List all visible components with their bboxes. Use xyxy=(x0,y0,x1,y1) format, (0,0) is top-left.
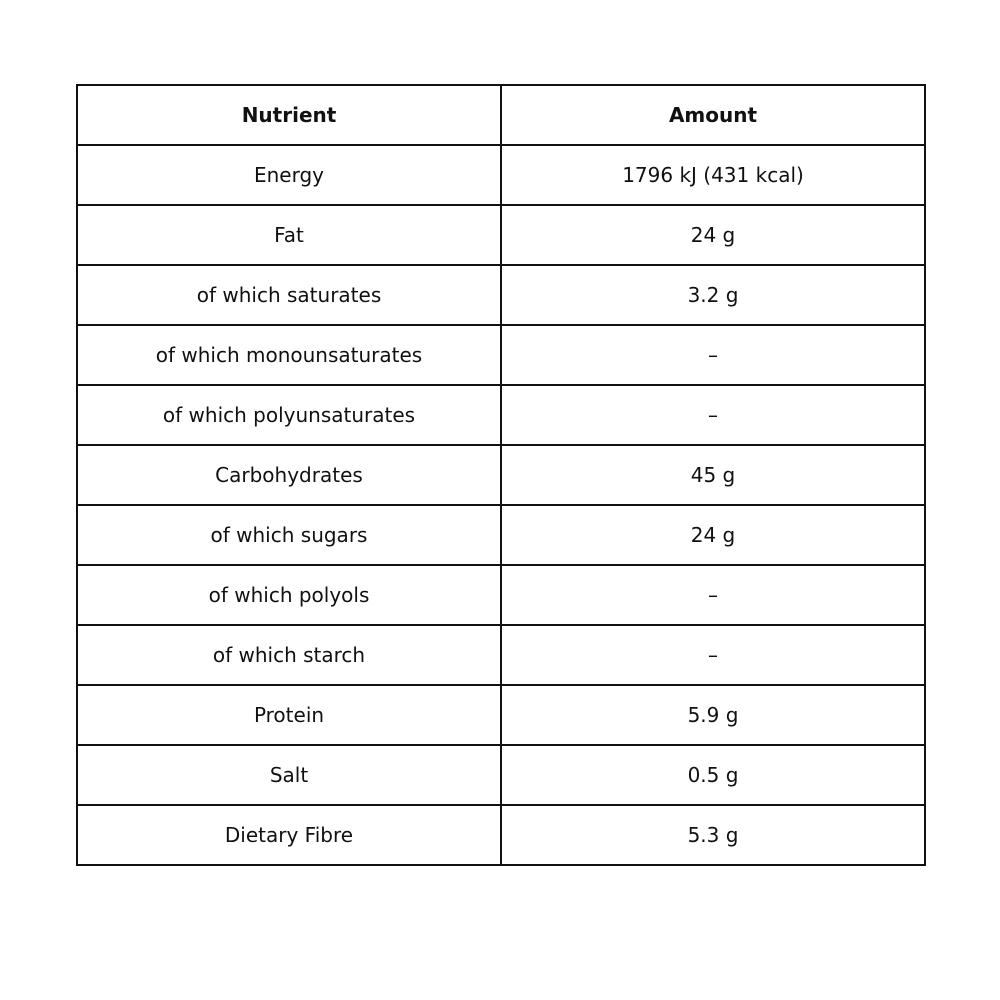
amount-cell: – xyxy=(501,625,925,685)
nutrient-cell: of which polyunsaturates xyxy=(77,385,501,445)
table-row xyxy=(77,325,925,385)
table-row xyxy=(77,745,925,805)
amount-cell: – xyxy=(501,325,925,385)
table-row xyxy=(77,505,925,565)
column-header-amount: Amount xyxy=(501,85,925,145)
column-header-nutrient: Nutrient xyxy=(77,85,501,145)
table-row xyxy=(77,145,925,205)
table-row xyxy=(77,565,925,625)
nutrient-cell: of which saturates xyxy=(77,265,501,325)
amount-cell: 24 g xyxy=(501,205,925,265)
table-row xyxy=(77,625,925,685)
nutrient-cell: Fat xyxy=(77,205,501,265)
amount-cell: – xyxy=(501,385,925,445)
nutrient-cell: Protein xyxy=(77,685,501,745)
table-row xyxy=(77,205,925,265)
nutrient-cell: of which polyols xyxy=(77,565,501,625)
nutrient-cell: of which starch xyxy=(77,625,501,685)
header-row xyxy=(77,85,925,145)
nutrition-table xyxy=(76,84,926,866)
amount-cell: – xyxy=(501,565,925,625)
amount-cell: 1796 kJ (431 kcal) xyxy=(501,145,925,205)
nutrient-cell: Salt xyxy=(77,745,501,805)
table-row xyxy=(77,685,925,745)
table-row xyxy=(77,445,925,505)
amount-cell: 5.9 g xyxy=(501,685,925,745)
table-row xyxy=(77,385,925,445)
amount-cell: 3.2 g xyxy=(501,265,925,325)
nutrient-cell: Energy xyxy=(77,145,501,205)
nutrient-cell: Carbohydrates xyxy=(77,445,501,505)
amount-cell: 45 g xyxy=(501,445,925,505)
amount-cell: 5.3 g xyxy=(501,805,925,865)
nutrient-cell: Dietary Fibre xyxy=(77,805,501,865)
table-row xyxy=(77,265,925,325)
nutrient-cell: of which monounsaturates xyxy=(77,325,501,385)
amount-cell: 24 g xyxy=(501,505,925,565)
amount-cell: 0.5 g xyxy=(501,745,925,805)
table-row xyxy=(77,805,925,865)
nutrient-cell: of which sugars xyxy=(77,505,501,565)
